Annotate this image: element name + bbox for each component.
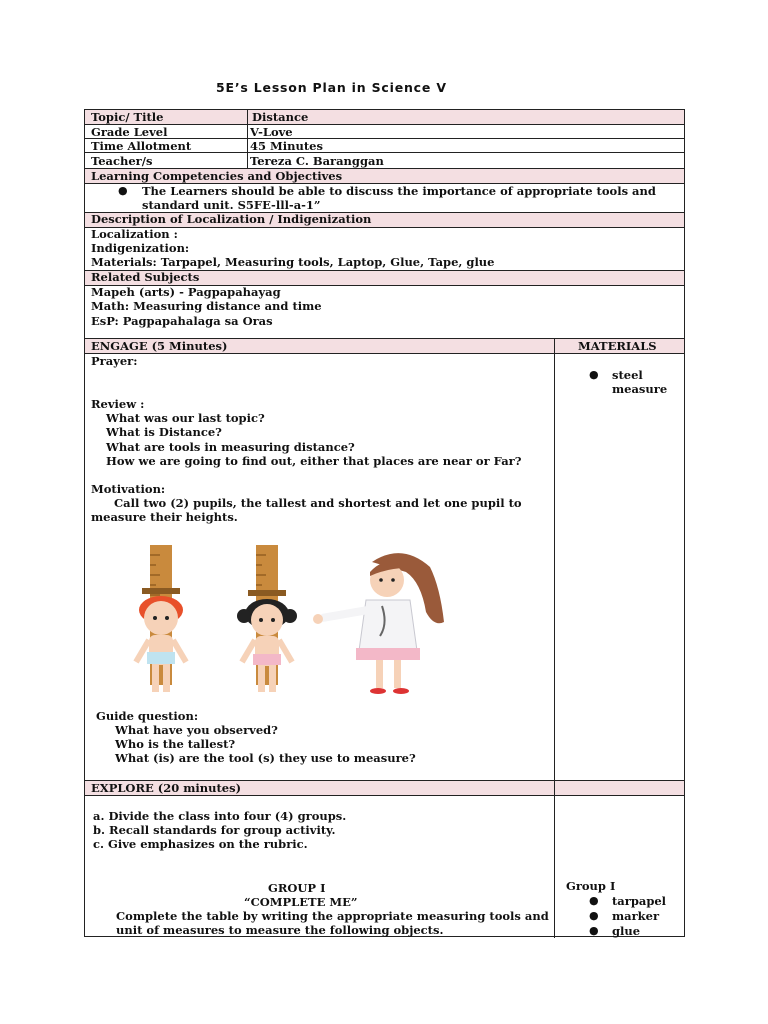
explore-step-b: b. Recall standards for group activity. bbox=[93, 823, 336, 837]
indigenization-text: Indigenization: bbox=[91, 241, 190, 255]
guide-question-1: What have you observed? bbox=[115, 723, 278, 737]
motivation-line-1: Call two (2) pupils, the tallest and shortest and let one pupil to bbox=[114, 496, 522, 510]
review-label: Review : bbox=[91, 397, 145, 411]
topic-value: Distance bbox=[252, 110, 309, 124]
teacher-value: Tereza C. Baranggan bbox=[250, 154, 384, 168]
guide-question-label: Guide question: bbox=[96, 709, 199, 723]
bullet-icon: ● bbox=[589, 924, 599, 937]
material-tarpapel: tarpapel bbox=[612, 894, 667, 908]
grade-label: Grade Level bbox=[91, 125, 168, 139]
localization-text: Localization : bbox=[91, 227, 178, 241]
related-line-2: Math: Measuring distance and time bbox=[91, 299, 322, 313]
prayer-label: Prayer: bbox=[91, 354, 138, 368]
teacher-row bbox=[85, 153, 684, 169]
bullet-icon: ● bbox=[589, 894, 599, 907]
review-question-2: What is Distance? bbox=[106, 425, 222, 439]
motivation-line-2: measure their heights. bbox=[91, 510, 238, 524]
topic-row bbox=[85, 110, 684, 125]
bullet-icon: ● bbox=[589, 368, 599, 381]
explore-step-a: a. Divide the class into four (4) groups. bbox=[93, 809, 347, 823]
review-question-3: What are tools in measuring distance? bbox=[106, 440, 355, 454]
doctor-figure-icon bbox=[313, 553, 444, 694]
grade-row bbox=[85, 125, 684, 139]
explore-step-c: c. Give emphasizes on the rubric. bbox=[93, 837, 308, 851]
group-title: GROUP I bbox=[268, 881, 326, 895]
measuring-height-illustration bbox=[104, 540, 484, 700]
material-measure: measure bbox=[612, 382, 668, 396]
material-marker: marker bbox=[612, 909, 660, 923]
related-header: Related Subjects bbox=[91, 270, 200, 284]
related-line-1: Mapeh (arts) - Pagpapahayag bbox=[91, 285, 281, 299]
related-line-3: EsP: Pagpapahalaga sa Oras bbox=[91, 314, 273, 328]
instruction-line-1: Complete the table by writing the appropriate measuring tools and bbox=[116, 909, 549, 923]
competency-line-1: The Learners should be able to discuss the importance of appropriate tools and bbox=[142, 184, 656, 198]
review-question-1: What was our last topic? bbox=[106, 411, 265, 425]
materials-header: MATERIALS bbox=[578, 339, 657, 353]
motivation-label: Motivation: bbox=[91, 482, 166, 496]
time-value: 45 Minutes bbox=[250, 139, 323, 153]
guide-question-2: Who is the tallest? bbox=[115, 737, 236, 751]
materials-column-divider bbox=[554, 339, 555, 938]
localization-header: Description of Localization / Indigenization bbox=[91, 212, 372, 226]
time-label: Time Allotment bbox=[91, 139, 192, 153]
topic-label: Topic/ Title bbox=[91, 110, 164, 124]
document-title: 5E’s Lesson Plan in Science V bbox=[216, 80, 447, 95]
bullet-icon: ● bbox=[589, 909, 599, 922]
engage-header: ENGAGE (5 Minutes) bbox=[91, 339, 228, 353]
competencies-header: Learning Competencies and Objectives bbox=[91, 169, 343, 183]
review-question-4: How we are going to find out, either that places are near or Far? bbox=[106, 454, 522, 468]
instruction-line-2: unit of measures to measure the following objects. bbox=[116, 923, 444, 937]
material-steel: steel bbox=[612, 368, 643, 382]
material-glue: glue bbox=[612, 924, 641, 938]
explore-header: EXPLORE (20 minutes) bbox=[91, 781, 242, 795]
info-column-divider bbox=[247, 110, 248, 169]
materials-group-label: Group I bbox=[566, 879, 616, 893]
materials-text: Materials: Tarpapel, Measuring tools, Laptop, Glue, Tape, glue bbox=[91, 255, 495, 269]
guide-question-3: What (is) are the tool (s) they use to measure? bbox=[115, 751, 416, 765]
bullet-icon: ● bbox=[118, 184, 128, 197]
teacher-label: Teacher/s bbox=[91, 154, 153, 168]
activity-title: “COMPLETE ME” bbox=[244, 895, 358, 909]
competency-line-2: standard unit. S5FE-lll-a-1” bbox=[142, 198, 321, 212]
grade-value: V-Love bbox=[250, 125, 293, 139]
